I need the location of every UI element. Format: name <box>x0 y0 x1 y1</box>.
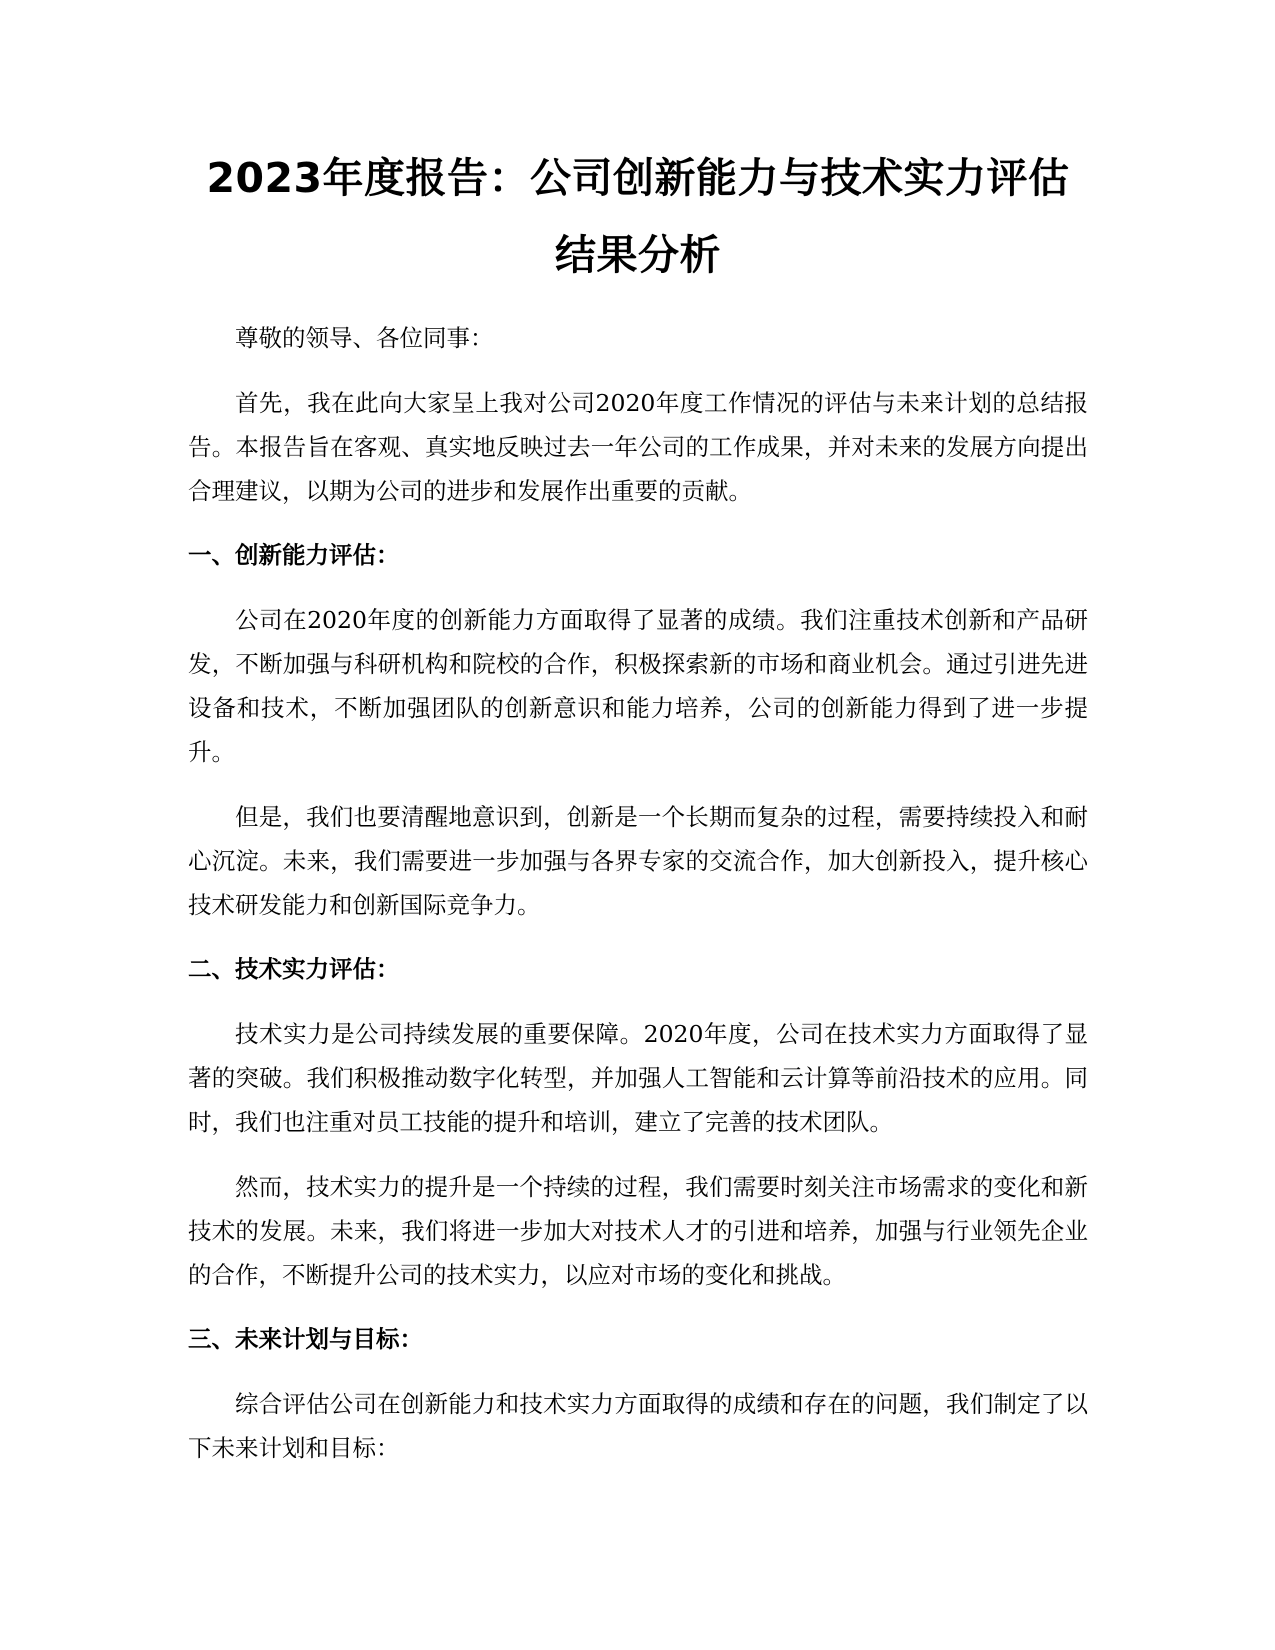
section-heading-innovation: 一、创新能力评估： <box>188 541 400 569</box>
paragraph: 公司在2020年度的创新能力方面取得了显著的成绩。我们注重技术创新和产品研发，不断加强与科研机构和院校的合作，积极探索新的市场和商业机会。通过引进先进设备和技术，不断加强团队的创新意识和能力培养，公司的创新能力得到了进一步提升。 <box>188 606 1088 766</box>
paragraph: 然而，技术实力的提升是一个持续的过程，我们需要时刻关注市场需求的变化和新技术的发展。未来，我们将进一步加大对技术人才的引进和培养，加强与行业领先企业的合作，不断提升公司的技术实力，以应对市场的变化和挑战。 <box>188 1173 1088 1289</box>
document-title: 2023年度报告：公司创新能力与技术实力评估结果分析 <box>206 154 1070 279</box>
paragraph: 综合评估公司在创新能力和技术实力方面取得的成绩和存在的问题，我们制定了以下未来计划和目标： <box>188 1390 1088 1462</box>
intro-paragraph: 首先，我在此向大家呈上我对公司2020年度工作情况的评估与未来计划的总结报告。本报告旨在客观、真实地反映过去一年公司的工作成果，并对未来的发展方向提出合理建议，以期为公司的进步和发展作出重要的贡献。 <box>188 389 1088 505</box>
paragraph: 技术实力是公司持续发展的重要保障。2020年度，公司在技术实力方面取得了显著的突破。我们积极推动数字化转型，并加强人工智能和云计算等前沿技术的应用。同时，我们也注重对员工技能的提升和培训，建立了完善的技术团队。 <box>188 1020 1088 1136</box>
document-body <box>188 140 1088 1470</box>
paragraph: 但是，我们也要清醒地意识到，创新是一个长期而复杂的过程，需要持续投入和耐心沉淀。未来，我们需要进一步加强与各界专家的交流合作，加大创新投入，提升核心技术研发能力和创新国际竞争力。 <box>188 803 1088 919</box>
section-heading-technology: 二、技术实力评估： <box>188 955 400 983</box>
section-heading-future-plans: 三、未来计划与目标： <box>188 1325 423 1353</box>
salutation: 尊敬的领导、各位同事： <box>235 324 494 352</box>
